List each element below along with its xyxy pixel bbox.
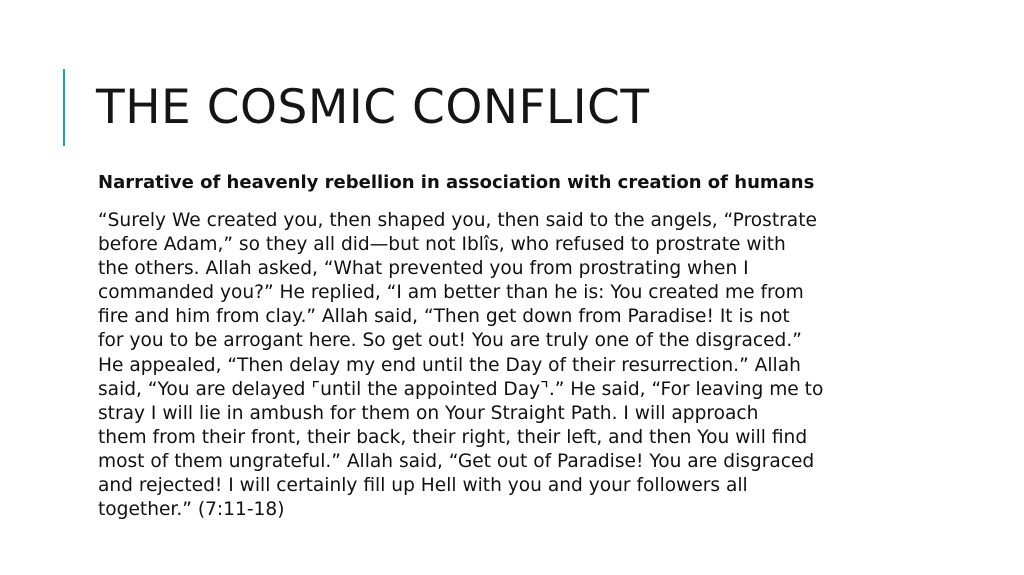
slide-title: THE COSMIC CONFLICT: [96, 80, 650, 135]
quote-body: [98, 209, 918, 522]
quote-line: the others. Allah asked, “What prevented you from prostrating when I: [98, 258, 749, 280]
slide-subtitle: Narrative of heavenly rebellion in association with creation of humans: [98, 172, 815, 193]
quote-line: for you to be arrogant here. So get out! You are truly one of the disgraced.”: [98, 330, 802, 352]
quote-line: and rejected! I will certainly fill up Hell with you and your followers all: [98, 475, 748, 497]
quote-line: before Adam,” so they all did—but not Iblîs, who refused to prostrate with: [98, 234, 786, 256]
quote-line: most of them ungrateful.” Allah said, “Get out of Paradise! You are disgraced: [98, 450, 815, 472]
quote-line: together.” (7:11-18): [98, 499, 285, 521]
quote-line: said, “You are delayed ⌜until the appointed Day⌝.” He said, “For leaving me to: [98, 378, 824, 400]
quote-line: “Surely We created you, then shaped you, then said to the angels, “Prostrate: [98, 210, 817, 231]
quote-line: fire and him from clay.” Allah said, “Then get down from Paradise! It is not: [98, 306, 790, 328]
quote-line: He appealed, “Then delay my end until the Day of their resurrection.” Allah: [98, 354, 801, 376]
title-accent-bar: [63, 69, 65, 146]
quote-line: stray I will lie in ambush for them on Your Straight Path. I will approach: [98, 402, 759, 424]
quote-line: commanded you?” He replied, “I am better than he is: You created me from: [98, 282, 804, 304]
quote-line: them from their front, their back, their right, their left, and then You will find: [98, 426, 808, 448]
